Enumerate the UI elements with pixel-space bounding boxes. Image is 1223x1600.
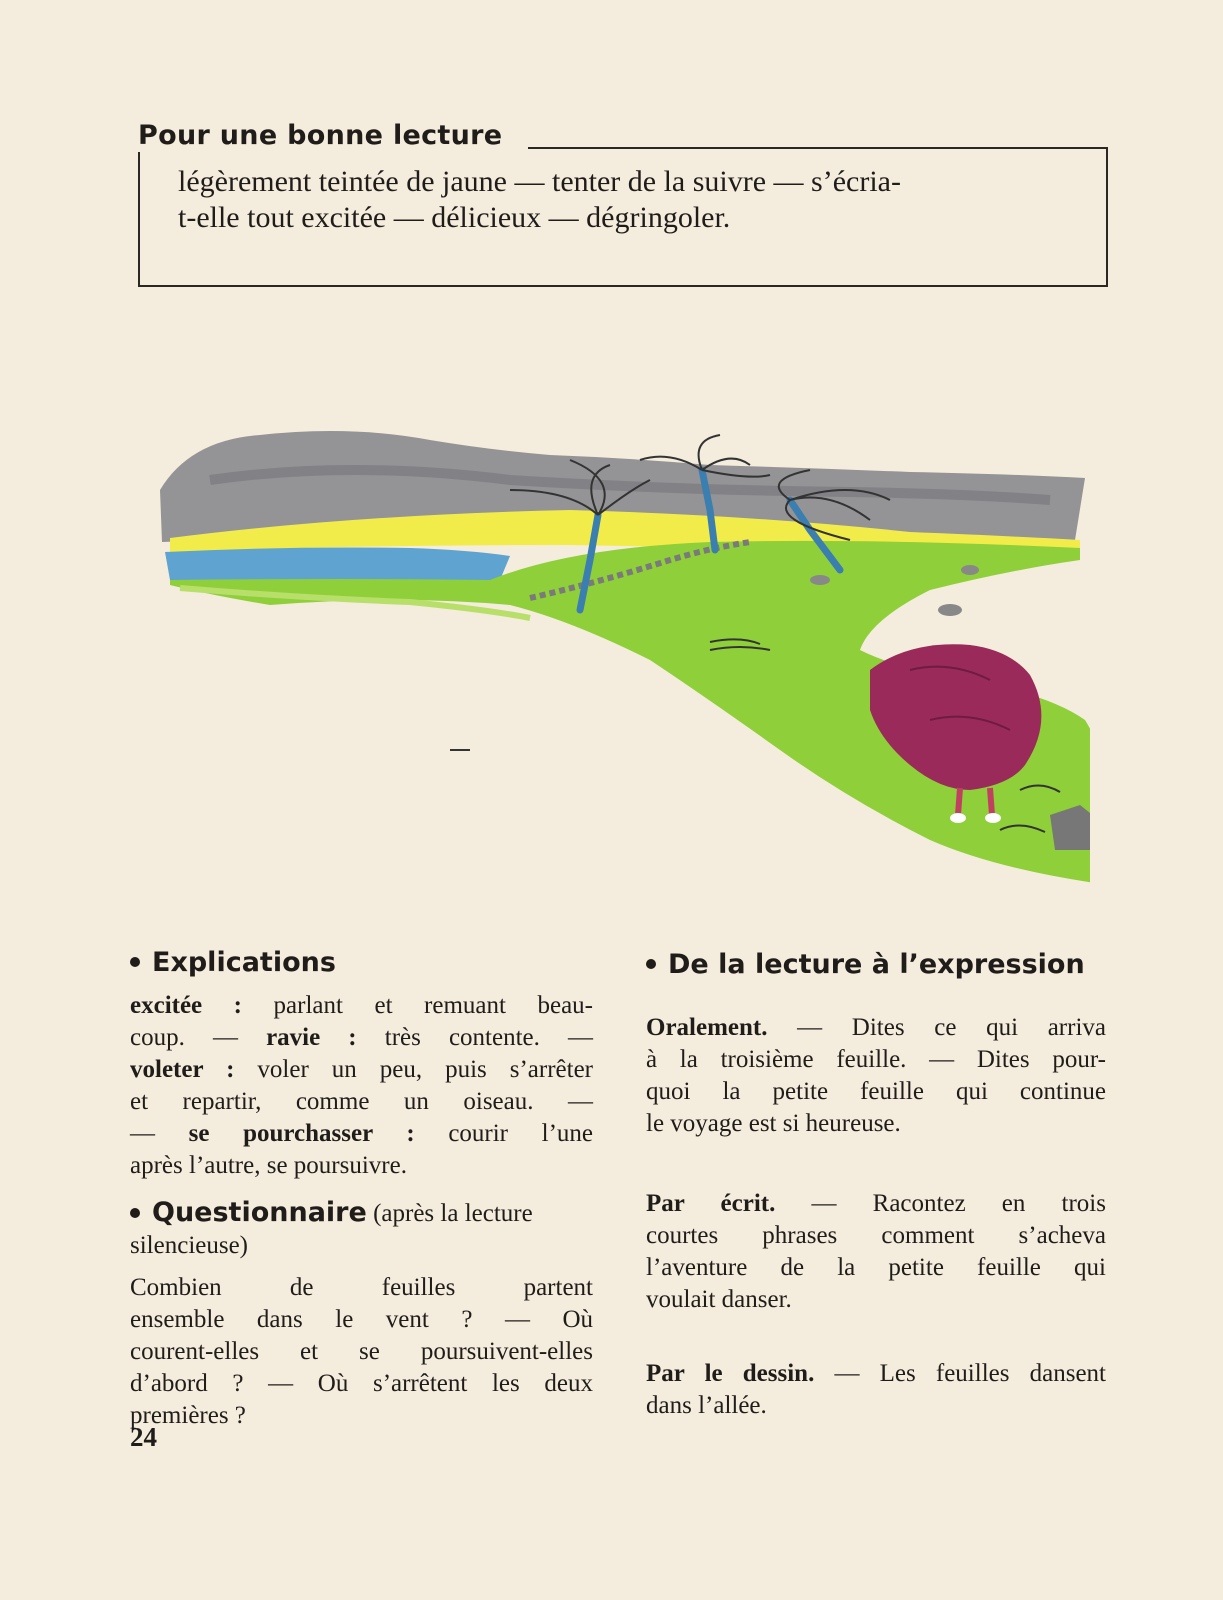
oral-line-1: Oralement. — Dites ce qui arriva <box>646 1014 1106 1041</box>
explications-line-1: excitée : parlant et remuant beau- <box>130 992 593 1019</box>
questionnaire-line: courent-elles et se poursuivent-elles <box>130 1338 593 1365</box>
ecrit-line: voulait danser. <box>646 1286 792 1313</box>
ecrit-line: courtes phrases comment s’acheva <box>646 1222 1106 1249</box>
ecrit-line: l’aventure de la petite feuille qui <box>646 1254 1106 1281</box>
expression-heading: De la lecture à l’expression <box>668 949 1085 980</box>
oral-line: à la troisième feuille. — Dites pour- <box>646 1046 1106 1073</box>
questionnaire-line: Combien de feuilles partent <box>130 1274 593 1301</box>
reading-line-2: t-elle tout excitée — délicieux — dégringoler. <box>178 201 731 234</box>
bullet-icon <box>646 959 656 969</box>
explications-section <box>130 946 593 1432</box>
explications-line-5: — se pourchasser : courir l’une <box>130 1120 593 1147</box>
dessin-block <box>646 1358 1106 1422</box>
questionnaire-line: d’abord ? — Où s’arrêtent les deux <box>130 1370 593 1397</box>
questionnaire-line: ensemble dans le vent ? — Où <box>130 1306 593 1333</box>
ecrit-block <box>646 1188 1106 1316</box>
reading-box-text <box>178 164 1083 236</box>
explications-line-6: après l’autre, se poursuivre. <box>130 1152 407 1179</box>
page-number: 24 <box>130 1422 157 1452</box>
reading-line-1: légèrement teintée de jaune — tenter de la suivre — s’écria- <box>178 165 901 198</box>
oral-line: le voyage est si heureuse. <box>646 1110 901 1137</box>
expression-section <box>646 948 1106 1422</box>
windy-landscape-illustration <box>150 420 1090 900</box>
explications-line-2: coup. — ravie : très contente. — <box>130 1024 593 1051</box>
questionnaire-subheading-2: silencieuse) <box>130 1232 249 1259</box>
explications-line-3: voleter : voler un peu, puis s’arrêter <box>130 1056 593 1083</box>
bullet-icon <box>130 1208 140 1218</box>
explications-heading-row <box>130 946 593 980</box>
explications-line-4: et repartir, comme un oiseau. — <box>130 1088 593 1115</box>
expression-heading-row <box>646 948 1106 982</box>
questionnaire-heading: Questionnaire <box>152 1197 367 1228</box>
dessin-line-1: Par le dessin. — Les feuilles dansent <box>646 1360 1106 1387</box>
reading-box-title: Pour une bonne lecture <box>138 120 510 151</box>
questionnaire-subheading: (après la lecture <box>366 1200 533 1227</box>
dessin-line: dans l’allée. <box>646 1392 767 1419</box>
bullet-icon <box>130 957 140 967</box>
oral-block <box>646 1012 1106 1140</box>
questionnaire-body <box>130 1272 593 1432</box>
ecrit-line-1: Par écrit. — Racontez en trois <box>646 1190 1106 1217</box>
questionnaire-line: premières ? <box>130 1402 246 1429</box>
explications-heading: Explications <box>152 947 336 978</box>
questionnaire-heading-row <box>130 1196 593 1230</box>
oral-line: quoi la petite feuille qui continue <box>646 1078 1106 1105</box>
